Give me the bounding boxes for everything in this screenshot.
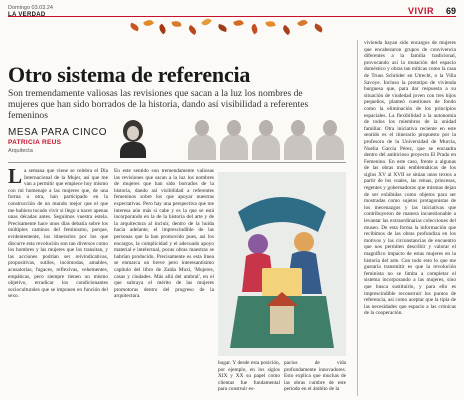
body-text-4b: pacios de vida profundamente innovadores. Esto explica que muchas de las obras cumbre de este periodo en el ámbito de la	[284, 360, 346, 393]
body-column-4b	[284, 360, 346, 396]
body-text-4a: hogar. Y desde esta posición, por ejemplo, en los siglos XIX y XX su papel como clientas fue fundamental para construir es-	[218, 360, 280, 393]
body-text-3: vivienda hayan sido encargos de mujeres que encabezaron grupos de convivencia diferentes a la familia tradicional, provocando así la mutación del espacio doméstico y obras tan míticas como la casa de Truus Schröder en Utrecht, o la Villa Savoye. Incluso la prototipo de vivienda burguesa que, para dar respuesta a su situación de viudedad joven con tres hijos pequeños, planteó cuestiones de fondo como la eliminación de los principios espaciales. La flexibilidad a la autonomía de todos los miembros de la unidad familiar. Otra iniciativa reciente en este sentido es el itinerario propuesto por la profesora de la Universidad de Murcia, Noelia García Pérez, que se encuadra dentro del ambicioso proyecto El Prado en Femenino. En este caso, frente a algunas de las obras más emblemáticas de los siglos XV al XVII se sitúan unos textos a partir de los cuales, las reinas, princesas, regentes y gobernadoras que mismas dejan de ser exhibidas como objetos para ser mostradas como sujetos protagonistas de los mecenazgos y las iniciativas que contribuyeron de manera incuestionable a levantar las extraordinarias colecciones del museo. De esta forma la información que recibimos de las obras profundiza en los motivos y las circunstancias de encuentro que nos permiten describir y valorar el magnífico impacto de estas mujeres en la historia del arte. Con todo esto lo que me gustaría transmitir es que la revolución feminista no se limita a completar el sistema incorporando a las mujeres, sino que busca sustituirlo, y para ello es imprescindible reconstruir los puntos de referencia, así como aceptar que la tipia de las necesidades que espacio a las crónicas de la cooperación.	[364, 40, 456, 317]
column-title: MESA PARA CINCO	[8, 127, 108, 138]
newspaper-name: LA VERDAD	[8, 12, 46, 18]
body-column-4a	[218, 360, 280, 396]
byline-rule	[8, 162, 346, 163]
header-rule	[8, 16, 456, 17]
article-headline: Otro sistema de referencia	[8, 62, 251, 87]
section-label: VIVIR	[407, 6, 434, 16]
house-shape	[270, 304, 294, 334]
body-column-2	[114, 168, 214, 396]
column-divider	[357, 40, 358, 396]
author-role: Arquitecta	[8, 148, 33, 154]
body-column-1	[8, 168, 108, 396]
column-portraits	[188, 118, 346, 160]
figure-head-right	[294, 232, 314, 252]
article-deck: Son tremendamente valiosas las revisiones que sacan a la luz los nombres de mujeres que han sido borrados de la historia, dando así visibilidad a referentes femeninos	[8, 88, 309, 121]
author-photo	[118, 120, 148, 158]
body-text-2: En este sentido son tremendamente valiosas las revisiones que sacan a la luz los nombres de mujeres que han sido borrados de la historia, dando así visibilidad a referentes femeninos sobre los que apoyar nuestras expectativas. Pero hay una perspectiva que me interesa aún más si cabe y es la que se está incorporando en la de la historia del arte y de la arquitectura al incluir, dentro de la huida hacia adelante, el imprescindible de las personas que la han promovido pues, así los encargos, la complicidad y el adecuado apoyo material e intelectual, pocas obras maestras se habrían producido. Precisamente es esta línea se enmarca un breve pero interesantísimo capítulo del libro de Zaida Muxí, 'Mujeres, casas y ciudades. Más allá del umbral', en el que subraya el mérito de las mujeres promotoras dentro del progreso de la arquitectura.	[114, 168, 214, 300]
article-illustration	[218, 172, 346, 356]
issue-date: Domingo 03.03.24	[8, 5, 53, 11]
author-name: PATRICIA REUS	[8, 139, 62, 146]
page-number: 69	[445, 6, 456, 16]
body-text-1: a semana que viene se celebra el Día Internacional de la Mujer, así que me van a permitir que empiece hoy mismo con mi homenaje a las mujeres que, de una forma u otra, han participado en la construcción de un mundo mejor que el que me hubiera tocado vivir si llego a nacer apenas unas décadas antes. Seguimos vuestra estela. Precisamente hace unos días debatía sobre los múltiples caminos del feminismo, porque, evidentemente, los itinerarios por los que discurre esta revolución son tan diversos como los hombres y las mujeres que los transitan, y las acciones podrían ser reivindicativas, propositivas, sutiles, incómodas, amables, acusatorias, fugaces, reflexivas, vehementes, empáticas, pero siempre tienen un mismo objetivo, erradicar los condicionantes socioculturales que se imponen en función del sexo.	[8, 168, 108, 300]
drop-cap: L	[8, 168, 23, 188]
plan-sheet	[262, 268, 302, 296]
autumn-leaves-decoration	[130, 18, 330, 36]
figure-head-left	[248, 234, 268, 254]
body-column-3	[364, 40, 456, 396]
